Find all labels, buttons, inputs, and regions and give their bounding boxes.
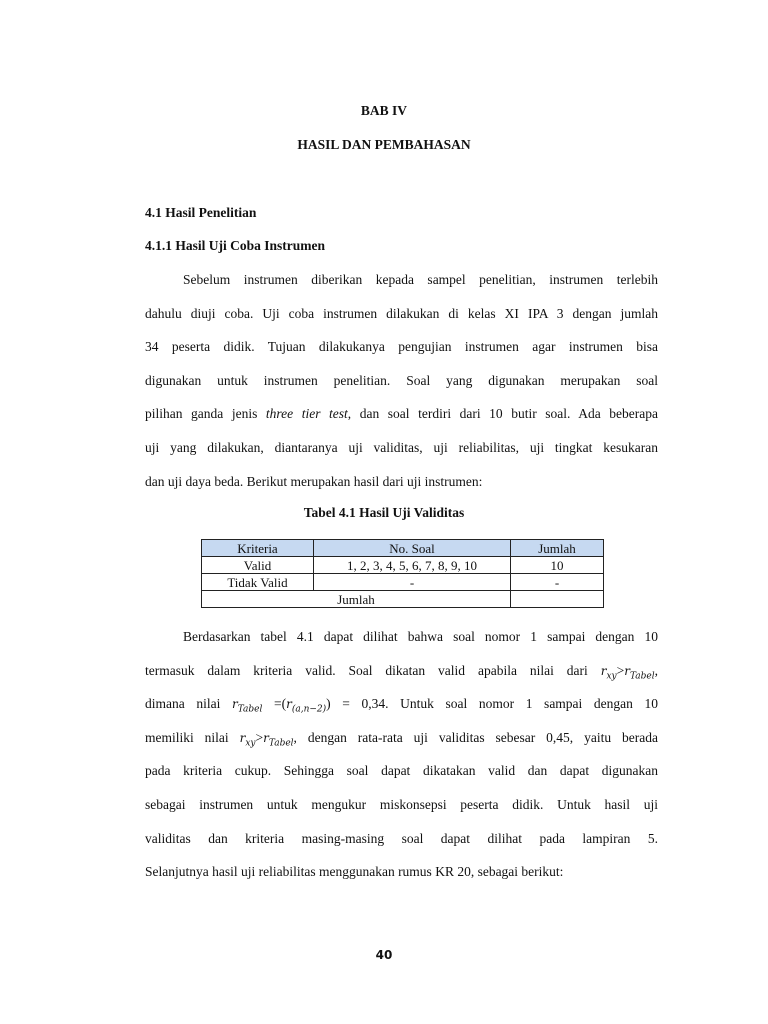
chapter-number: BAB IV (360, 103, 408, 118)
text-run: memiliki nilai (145, 729, 240, 745)
paragraph-2-line (145, 694, 658, 728)
table-header-cell: Jumlah (511, 540, 604, 557)
text-run: ) = 0,34. Untuk soal nomor 1 sampai dengan 10 (326, 696, 659, 712)
text-run: dimana nilai (145, 696, 232, 712)
math-subscript: xy (245, 738, 256, 749)
paragraph-1-line: uji yang dilakukan, diantaranya uji validitas, uji reliabilitas, uji tingkat kesukaran (145, 439, 658, 455)
text-run: , dengan rata-rata uji validitas sebesar 0,45, yaitu berada (293, 729, 658, 745)
math-operator: > (255, 729, 264, 745)
text-run: pilihan ganda jenis (145, 406, 266, 422)
table-header-cell: Kriteria (202, 540, 314, 557)
paragraph-2-line: sebagai instrumen untuk mengukur miskonsepsi peserta didik. Untuk hasil uji (145, 796, 658, 812)
text-run: , (654, 662, 658, 678)
text-run: , dan soal terdiri dari 10 butir soal. Ada beberapa (347, 406, 658, 422)
paragraph-1-line: Sebelum instrumen diberikan kepada sampel penelitian, instrumen terlebih (183, 272, 658, 287)
paragraph-2-line: pada kriteria cukup. Sehingga soal dapat dikatakan valid dan dapat digunakan (145, 763, 658, 779)
math-symbol: r (624, 663, 630, 678)
chapter-title: HASIL DAN PEMBAHASAN (297, 137, 471, 152)
math-subscript: (a,n−2) (291, 704, 327, 715)
math-r-tabel (231, 697, 263, 715)
math-subscript: Tabel (237, 704, 263, 715)
text-run: termasuk dalam kriteria valid. Soal dikatan valid apabila nilai dari (145, 662, 601, 678)
table-total-value (511, 591, 604, 608)
math-r-alpha (286, 697, 327, 715)
table-header-cell: No. Soal (314, 540, 511, 557)
section-title: 4.1 Hasil Penelitian (145, 205, 257, 220)
validity-table (201, 539, 604, 608)
italic-term: three tier test (265, 406, 348, 422)
table-cell: 10 (511, 557, 604, 574)
math-subscript: Tabel (268, 738, 294, 749)
table-cell: 1, 2, 3, 4, 5, 6, 7, 8, 9, 10 (314, 557, 511, 574)
table-cell: Tidak Valid (202, 574, 314, 591)
paragraph-2-line (145, 661, 658, 695)
table-header-row (202, 540, 604, 557)
table-row (202, 574, 604, 591)
math-r-tabel (263, 730, 294, 749)
paragraph-1-line: 34 peserta didik. Tujuan dilakukanya pengujian instrumen agar instrumen bisa (145, 339, 658, 355)
math-symbol: r (239, 730, 246, 745)
table-row (202, 557, 604, 574)
paragraph-2-line: Selanjutnya hasil uji reliabilitas menggunakan rumus KR 20, sebagai berikut: (145, 864, 564, 880)
math-symbol: r (286, 697, 292, 712)
paragraph-2-line: validitas dan kriteria masing-masing soal dapat dilihat pada lampiran 5. (145, 830, 658, 846)
text-run: =( (262, 696, 287, 712)
table-cell: - (314, 574, 511, 591)
math-operator: > (616, 662, 625, 678)
math-subscript: xy (606, 670, 617, 681)
table-caption: Tabel 4.1 Hasil Uji Validitas (303, 505, 465, 520)
table-cell: - (511, 574, 604, 591)
paragraph-1 (145, 270, 658, 505)
math-r-tabel (624, 663, 655, 681)
page-number: 40 (375, 948, 393, 962)
math-symbol: r (600, 663, 607, 678)
math-symbol: r (263, 730, 269, 745)
paragraph-2 (145, 627, 658, 896)
math-symbol: r (231, 697, 238, 712)
table-total-row (202, 591, 604, 608)
math-r-xy (239, 730, 256, 749)
subsection-title: 4.1.1 Hasil Uji Coba Instrumen (145, 238, 326, 253)
paragraph-1-line (145, 404, 658, 438)
paragraph-2-line (145, 728, 658, 762)
math-subscript: Tabel (629, 670, 655, 681)
paragraph-1-line: dahulu diuji coba. Uji coba instrumen dilakukan di kelas XI IPA 3 dengan jumlah (145, 305, 658, 321)
table-total-label: Jumlah (202, 591, 511, 608)
paragraph-1-line: dan uji daya beda. Berikut merupakan hasil dari uji instrumen: (145, 473, 483, 489)
paragraph-1-line: digunakan untuk instrumen penelitian. Soal yang digunakan merupakan soal (145, 372, 658, 388)
paragraph-2-line: Berdasarkan tabel 4.1 dapat dilihat bahwa soal nomor 1 sampai dengan 10 (183, 629, 658, 644)
math-r-xy (600, 663, 617, 681)
table-cell: Valid (202, 557, 314, 574)
